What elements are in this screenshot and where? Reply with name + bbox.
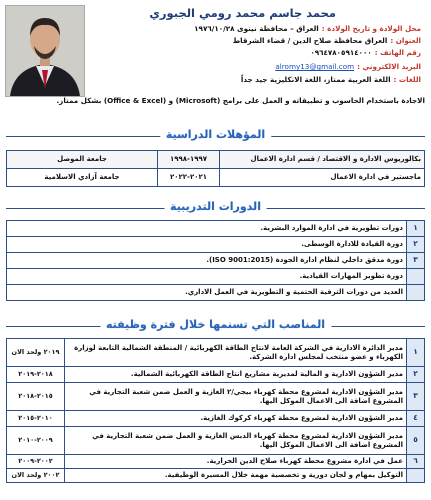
phone-line xyxy=(310,48,421,57)
table-row xyxy=(7,285,425,301)
position-cell: مدير الشؤون الادارية لمشروع محطة كهرباء كركوك الغازية. xyxy=(65,411,407,427)
positions-table xyxy=(6,338,425,483)
position-cell: التوكيل بمهام و لجان دورية و تخصصية مهمة خلال المسيرة الوظيفية. xyxy=(65,469,407,483)
date-cell: ٢٠٠٢-٢٠٠٩ xyxy=(7,455,65,469)
address-value: العراق محافظة صلاح الدين / قضاء الشرقاط xyxy=(232,36,388,45)
degree-cell: ماجستير في ادارة الاعمال xyxy=(220,169,425,187)
email-line xyxy=(275,62,421,71)
row-number: ٤ xyxy=(407,411,425,427)
address-line xyxy=(233,36,421,45)
date-cell: ٢٠٠٩-٢٠١٠ xyxy=(7,427,65,455)
table-row xyxy=(7,383,425,411)
table-row xyxy=(7,455,425,469)
computer-skills: الاجادة باستخدام الحاسوب و تطبيقاته و العمل على برامج (Microsoft) و (Office & Excel) بشكل ممتاز. xyxy=(56,96,425,105)
courses-table xyxy=(6,220,425,301)
qualifications-banner xyxy=(0,128,431,144)
row-number xyxy=(407,285,425,301)
positions-title: المناصب التي تسنمها خلال فترة وظيفته xyxy=(100,318,331,331)
row-number: ٣ xyxy=(407,383,425,411)
courses-title: الدورات التدريبية xyxy=(164,200,267,213)
email-label: البريد الالكتروني : xyxy=(357,62,421,71)
table-row xyxy=(7,411,425,427)
languages-line xyxy=(241,75,421,84)
position-cell: عمل في ادارة مشروع محطة كهرباء صلاح الدين الحرارية. xyxy=(65,455,407,469)
date-cell: ٢٠١٥-٢٠١٨ xyxy=(7,383,65,411)
row-number xyxy=(407,269,425,285)
course-cell: دورة مدقق داخلي لنظام ادارة الجودة (ISO 9001:2015). xyxy=(7,253,407,269)
date-cell: ٢٠٠٢ ولحد الان xyxy=(7,469,65,483)
position-cell: مدير الدائرة الادارية في الشركة العامة لانتاج الطاقة الكهربائية / المنطقة الشمالية التابعة لوزارة الكهرباء و عضو منتخب لمجلس ادارة الشركة. xyxy=(65,339,407,367)
row-number xyxy=(407,469,425,483)
table-row xyxy=(7,269,425,285)
table-row xyxy=(7,151,425,169)
row-number: ٢ xyxy=(407,367,425,383)
row-number: ٢ xyxy=(407,237,425,253)
languages-label: اللغات : xyxy=(393,75,421,84)
row-number: ٣ xyxy=(407,253,425,269)
university-cell: جامعة الموصل xyxy=(7,151,158,169)
university-cell: جامعة آزادي الاسلامية xyxy=(7,169,158,187)
position-cell: مدير الشؤون الادارية لمشروع محطة كهرباء الدبس الغازية و العمل ضمن شعبة التجارية في المشروع اضافة الى الاعمال الموكل اليها. xyxy=(65,427,407,455)
qualifications-title: المؤهلات الدراسية xyxy=(160,128,271,141)
birth-label: محل الولادة و تاريخ الولادة : xyxy=(321,24,421,33)
table-row xyxy=(7,339,425,367)
birth-line xyxy=(194,24,421,33)
positions-banner xyxy=(0,318,431,334)
phone-label: رقم الهاتف : xyxy=(374,48,421,57)
course-cell: العديد من دورات الترقية الحتمية و التطويرية في العمل الاداري. xyxy=(7,285,407,301)
table-row xyxy=(7,169,425,187)
degree-cell: بكالوريوس الادارة و الاقتصاد / قسم ادارة الاعمال xyxy=(220,151,425,169)
date-cell: ٢٠١٨-٢٠١٩ xyxy=(7,367,65,383)
qualifications-table xyxy=(6,150,425,187)
email-link[interactable]: alromy13@gmail.com xyxy=(275,62,355,71)
date-cell: ٢٠١٩ ولحد الان xyxy=(7,339,65,367)
row-number: ١ xyxy=(407,339,425,367)
table-row xyxy=(7,367,425,383)
person-name: محمد جاسم محمد رومي الجبوري xyxy=(149,6,336,20)
row-number: ١ xyxy=(407,221,425,237)
course-cell: دورة القيادة للادارة الوسطى. xyxy=(7,237,407,253)
date-cell: ٢٠١٠-٢٠١٥ xyxy=(7,411,65,427)
phone-value: ٠٩٦٤٧٨٠٥٩١٤٠٠٠ xyxy=(310,48,372,57)
years-cell: ٢٠٢١-٢٠٢٢ xyxy=(158,169,220,187)
row-number: ٦ xyxy=(407,455,425,469)
table-row xyxy=(7,469,425,483)
profile-photo xyxy=(5,5,85,97)
position-cell: مدير الشؤون الادارية و المالية لمديرية مشاريع انتاج الطاقة الكهربائية الشمالية. xyxy=(65,367,407,383)
years-cell: ١٩٩٧-١٩٩٨ xyxy=(158,151,220,169)
row-number: ٥ xyxy=(407,427,425,455)
table-row xyxy=(7,427,425,455)
languages-value: اللغة العربية ممتاز، اللغة الانكليزية جيد جداً xyxy=(240,75,391,84)
table-row xyxy=(7,237,425,253)
course-cell: دورات تطويرية في ادارة الموارد البشرية. xyxy=(7,221,407,237)
address-label: العنوان : xyxy=(390,36,421,45)
birth-value: العراق – محافظة نينوى ١٩٧٦/١٠/٢٨ xyxy=(194,24,319,33)
table-row xyxy=(7,221,425,237)
position-cell: مدير الشؤون الادارية لمشروع محطة كهرباء بيجي/٢ الغازية و العمل ضمن شعبة التجارية في المشروع اضافة الى الاعمال الموكل اليها. xyxy=(65,383,407,411)
courses-banner xyxy=(0,200,431,216)
course-cell: دورة تطوير المهارات القيادية. xyxy=(7,269,407,285)
table-row xyxy=(7,253,425,269)
